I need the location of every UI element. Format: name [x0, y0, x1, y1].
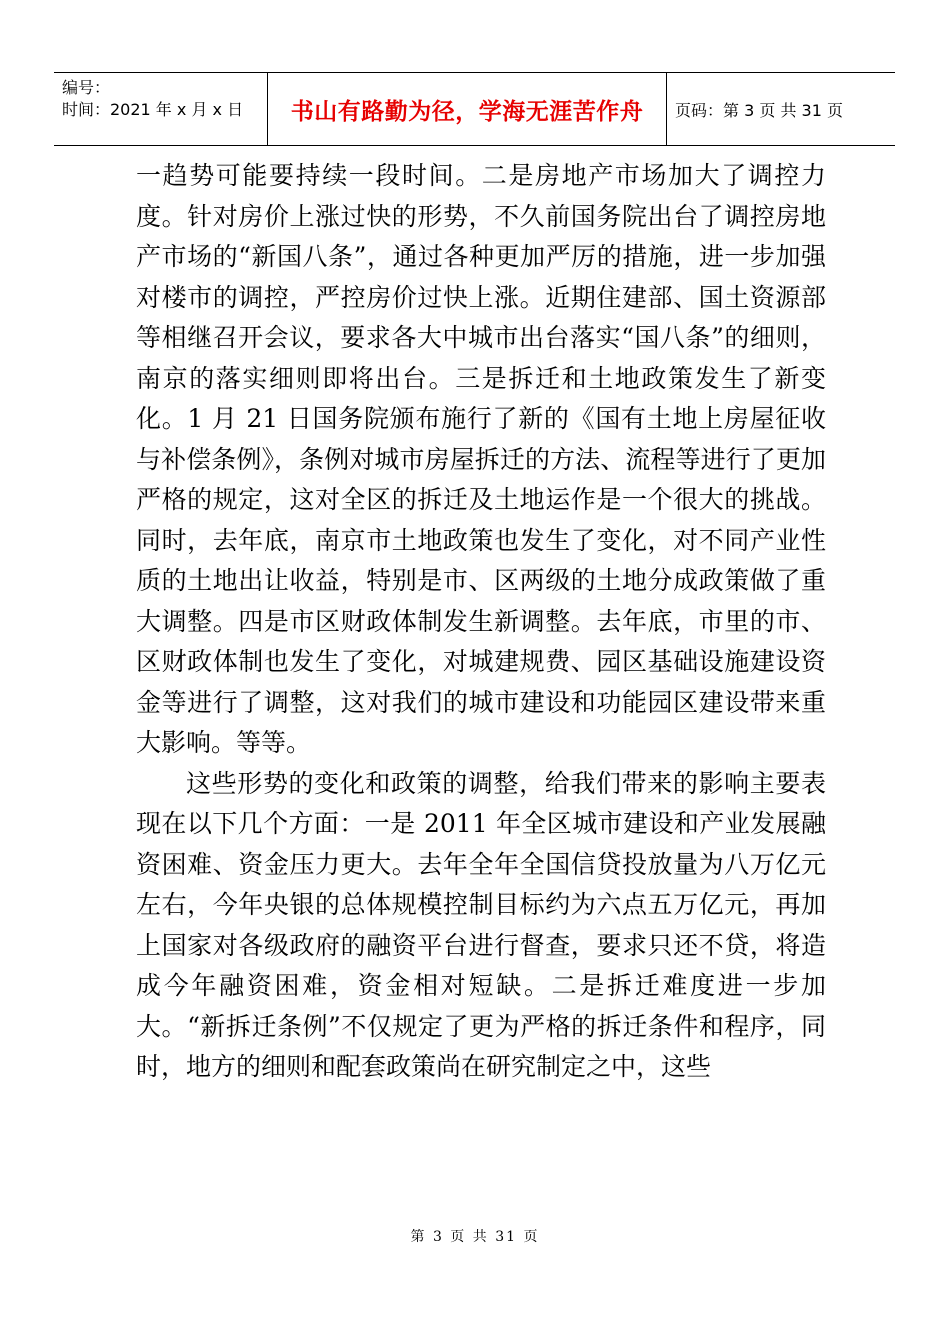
body-paragraph-1: 一趋势可能要持续一段时间。二是房地产市场加大了调控力度。针对房价上涨过快的形势，不久前国务院出台了调控房地产市场的“新国八条”，通过各种更加严厉的措施，进一步加强对楼市的调控，严控房价过快上涨。近期住建部、国土资源部等相继召开会议，要求各大中城市出台落实“国八条”的细则，南京的落实细则即将出台。三是拆迁和土地政策发生了新变化。1 月 21 日国务院颁布施行了新的《国有土地上房屋征收与补偿条例》，条例对城市房屋拆迁的方法、流程等进行了更加严格的规定，这对全区的拆迁及土地运作是一个很大的挑战。同时，去年底，南京市土地政策也发生了变化，对不同产业性质的土地出让收益，特别是市、区两级的土地分成政策做了重大调整。四是市区财政体制发生新调整。去年底，市里的市、区财政体制也发生了变化，对城建规费、园区基础设施建设资金等进行了调整，这对我们的城市建设和功能园区建设带来重大影响。等等。: [136, 161, 826, 757]
page-header: [54, 72, 895, 146]
header-meta: [54, 73, 268, 145]
header-motto: 书山有路勤为径，学海无涯苦作舟: [268, 73, 667, 145]
serial-number-label: 编号：: [62, 78, 111, 97]
date-label: 时间：2021 年 x 月 x 日: [62, 100, 244, 119]
page-footer: 第 3 页 共 31 页: [410, 1229, 540, 1245]
header-page-number: 页码：第 3 页 共 31 页: [675, 100, 843, 120]
document-body: [136, 156, 826, 1088]
body-paragraph-2: 这些形势的变化和政策的调整，给我们带来的影响主要表现在以下几个方面：一是 2011 年全区城市建设和产业发展融资困难、资金压力更大。去年全年全国信贷投放量为八万亿元左右，今年央银的总体规模控制目标约为六点五万亿元，再加上国家对各级政府的融资平台进行督查，要求只还不贷，将造成今年融资困难，资金相对短缺。二是拆迁难度进一步加大。“新拆迁条例”不仅规定了更为严格的拆迁条件和程序，同时，地方的细则和配套政策尚在研究制定之中，这些: [136, 768, 826, 1081]
